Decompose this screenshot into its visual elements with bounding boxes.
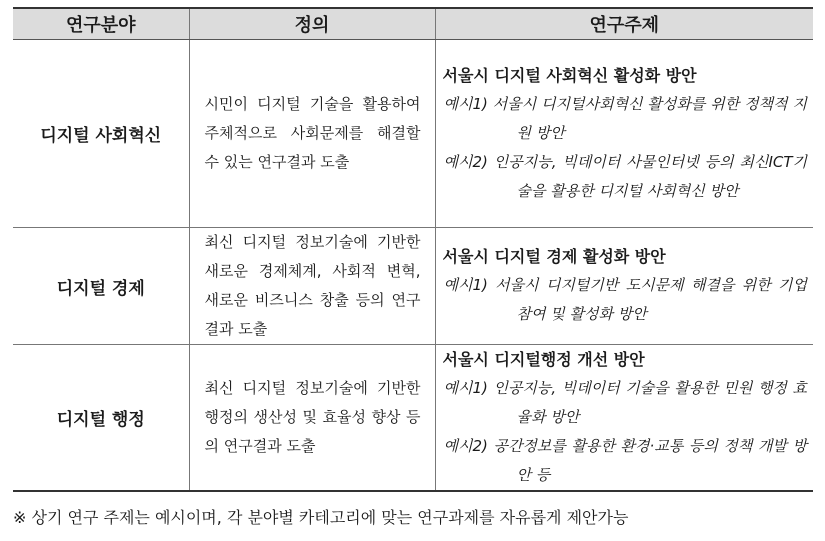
definition-cell: 최신 디지털 정보기술에 기반한 행정의 생산성 및 효율성 향상 등의 연구결과 도출 [189,345,435,492]
footnote: ※ 상기 연구 주제는 예시이며, 각 분야별 카테고리에 맞는 연구과제를 자유롭게 제안가능 [13,508,629,527]
definition-cell: 시민이 디지털 기술을 활용하여 주체적으로 사회문제를 해결할 수 있는 연구결과 도출 [189,40,435,228]
topic-cell [435,40,813,228]
definition-cell: 최신 디지털 정보기술에 기반한 새로운 경제체계, 사회적 변혁, 새로운 비즈니스 창출 등의 연구결과 도출 [189,228,435,345]
table-row [13,345,813,492]
topic-example: 예시1) 서울시 디지털기반 도시문제 해결을 위한 기업 참여 및 활성화 방안 [443,276,807,323]
research-topics-table [13,7,813,492]
topic-title: 서울시 디지털행정 개선 방안 [442,349,645,369]
header-topic: 연구주제 [435,8,813,40]
header-row [13,8,813,40]
header-field: 연구분야 [13,8,189,40]
topic-title: 서울시 디지털 사회혁신 활성화 방안 [442,65,697,85]
topic-cell [435,345,813,492]
topic-cell [435,228,813,345]
topic-title: 서울시 디지털 경제 활성화 방안 [442,247,666,266]
table-row [13,228,813,345]
topic-example: 예시1) 인공지능, 빅데이터 기술을 활용한 민원 행정 효율화 방안 [443,378,807,426]
header-definition: 정의 [189,8,435,40]
topic-example: 예시2) 인공지능, 빅데이터 사물인터넷 등의 최신ICT기술을 활용한 디지털 사회혁신 방안 [443,152,807,200]
field-cell: 디지털 행정 [56,410,145,430]
table-row [13,40,813,228]
topic-example: 예시2) 공간정보를 활용한 환경·교통 등의 정책 개발 방안 등 [443,436,807,484]
topic-example: 예시1) 서울시 디지털사회혁신 활성화를 위한 정책적 지원 방안 [443,94,807,142]
field-cell: 디지털 사회혁신 [40,126,162,146]
field-cell: 디지털 경제 [56,278,145,299]
